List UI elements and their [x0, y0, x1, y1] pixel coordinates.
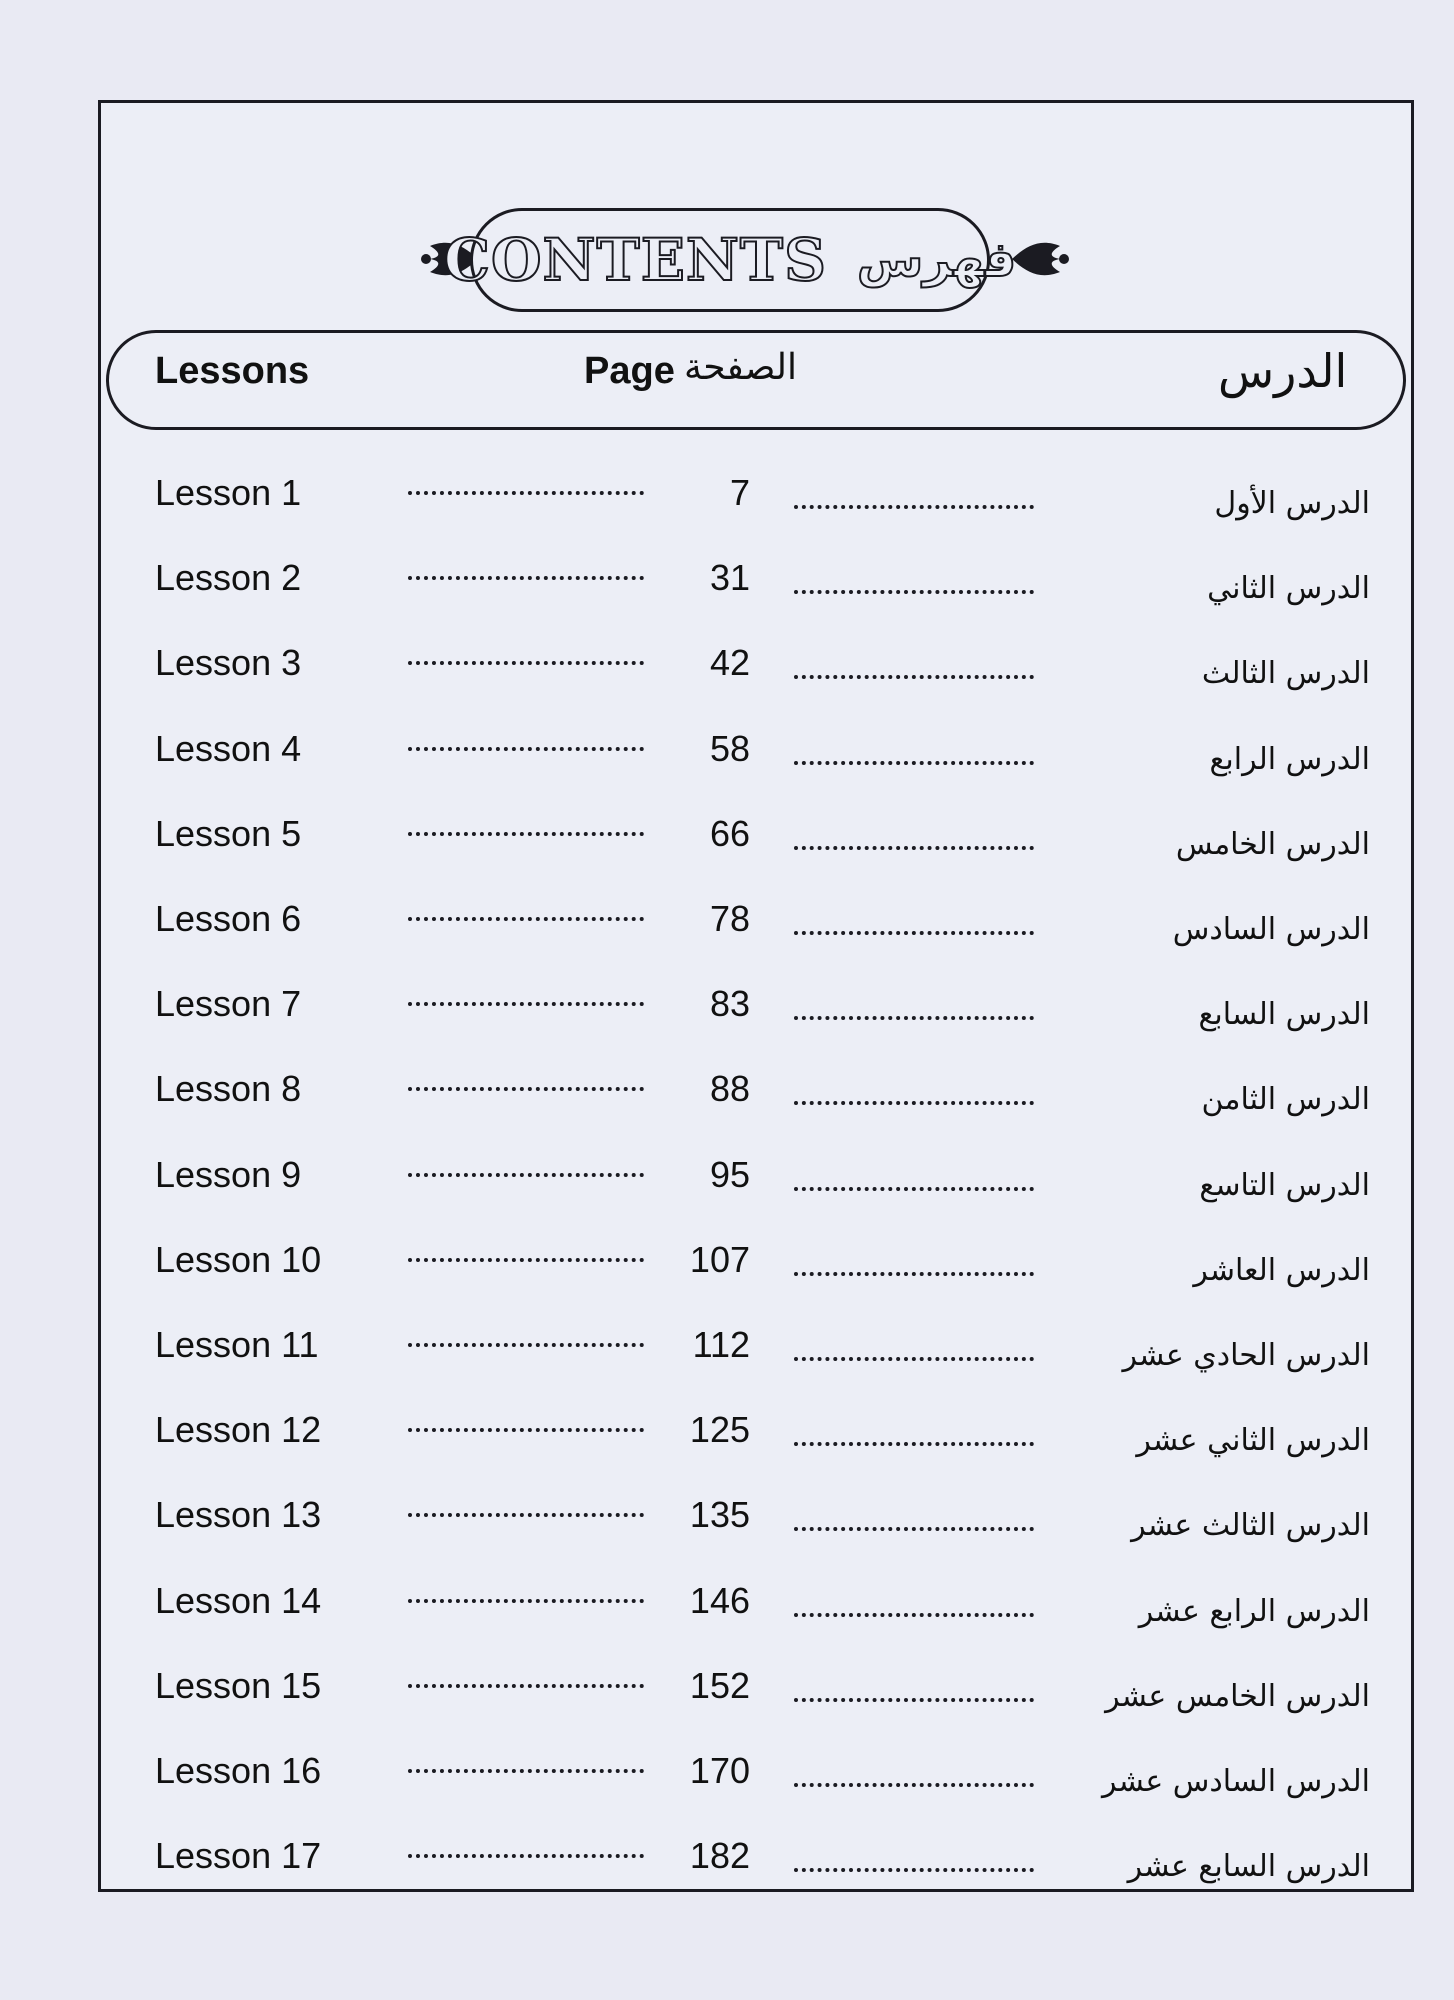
dot-leader: [408, 1599, 644, 1603]
dot-leader: [794, 1187, 1034, 1191]
dot-leader: [794, 505, 1034, 509]
dot-leader: [794, 1613, 1034, 1617]
contents-title-banner: [443, 208, 1017, 312]
dot-leader: [408, 832, 644, 836]
dot-leader: [408, 1343, 644, 1347]
dot-leader: [408, 576, 644, 580]
dot-leader: [794, 1527, 1034, 1531]
page-number: 95: [709, 1153, 750, 1195]
dot-leader: [794, 931, 1034, 935]
dot-leader: [794, 1442, 1034, 1446]
dot-leader: [408, 491, 644, 495]
dot-leader: [408, 1684, 644, 1688]
dot-leader: [794, 1016, 1034, 1020]
lesson-english-label: Lesson 4: [155, 727, 302, 769]
dot-leader: [408, 1769, 644, 1773]
lesson-english-label: Lesson 1: [155, 472, 302, 513]
lesson-english-label: Lesson 2: [155, 557, 302, 599]
page-number: 42: [709, 642, 750, 684]
lesson-arabic-label: الدرس الرابع: [1209, 741, 1370, 777]
dot-leader: [408, 1002, 644, 1006]
lesson-english-label: Lesson 6: [155, 898, 302, 939]
lesson-arabic-label: الدرس العاشر: [1193, 1252, 1370, 1288]
dot-leader: [408, 1854, 644, 1858]
dot-leader: [794, 1357, 1034, 1361]
lesson-english-label: Lesson 7: [155, 983, 302, 1025]
lesson-arabic-label: الدرس الرابع عشر: [1138, 1593, 1370, 1629]
lesson-arabic-label: الدرس السابع: [1198, 997, 1370, 1033]
dot-leader: [408, 917, 644, 921]
page-number: 66: [709, 812, 750, 854]
lesson-english-label: Lesson 3: [155, 642, 302, 684]
lesson-arabic-label: الدرس الأول: [1214, 486, 1370, 521]
contents-row: [0, 1664, 1454, 1748]
lesson-english-label: Lesson 13: [155, 1494, 322, 1536]
dot-leader: [408, 747, 644, 751]
lesson-arabic-label: الدرس الخامس عشر: [1105, 1678, 1370, 1714]
contents-row: [0, 1494, 1454, 1577]
contents-row: [0, 557, 1454, 640]
dot-leader: [408, 1513, 644, 1517]
contents-row: [0, 1409, 1454, 1492]
lesson-arabic-label: الدرس الحادي عشر: [1122, 1338, 1370, 1373]
lesson-arabic-label: الدرس السابع عشر: [1127, 1849, 1370, 1885]
dot-leader: [794, 1101, 1034, 1105]
contents-row: [0, 1835, 1454, 1918]
contents-row: [0, 1238, 1454, 1322]
contents-row: [0, 983, 1454, 1066]
lesson-english-label: Lesson 17: [155, 1835, 322, 1877]
lesson-english-label: Lesson 10: [155, 1238, 322, 1280]
page-number: 125: [689, 1409, 750, 1451]
contents-row: [0, 642, 1454, 725]
lesson-arabic-label: الدرس الثاني عشر: [1136, 1423, 1370, 1459]
contents-row: [0, 1324, 1454, 1407]
page-number: 31: [709, 557, 750, 599]
page-number: 112: [692, 1324, 750, 1365]
page-number: 7: [729, 472, 750, 513]
dot-leader: [408, 1428, 644, 1432]
title-english: CONTENTS: [443, 226, 827, 294]
page-number: 152: [689, 1664, 750, 1706]
dot-leader: [794, 1783, 1034, 1787]
dot-leader: [794, 1868, 1034, 1872]
lesson-arabic-label: الدرس الخامس: [1175, 826, 1370, 862]
contents-row: [0, 898, 1454, 981]
header-lesson-arabic: الدرس: [1218, 344, 1348, 398]
page-number: 88: [709, 1068, 750, 1110]
title-arabic: فهرس: [856, 232, 1017, 288]
lesson-english-label: Lesson 14: [155, 1579, 322, 1621]
page-number: 107: [689, 1238, 750, 1280]
page-number: 58: [709, 727, 750, 769]
dot-leader: [408, 1258, 644, 1262]
dot-leader: [794, 1698, 1034, 1702]
header-page-arabic: الصفحة: [684, 347, 797, 388]
contents-row: [0, 1153, 1454, 1237]
header-page: Page: [584, 350, 675, 392]
lesson-english-label: Lesson 15: [155, 1664, 322, 1706]
lesson-arabic-label: الدرس السادس: [1172, 912, 1370, 947]
page-number: 146: [689, 1579, 750, 1621]
lesson-english-label: Lesson 12: [155, 1409, 322, 1451]
lesson-arabic-label: الدرس الثالث: [1201, 656, 1370, 692]
lesson-arabic-label: الدرس الثالث عشر: [1131, 1508, 1370, 1544]
lesson-arabic-label: الدرس الثامن: [1201, 1082, 1370, 1118]
contents-row: [0, 1750, 1454, 1833]
contents-row: [0, 727, 1454, 811]
dot-leader: [794, 675, 1034, 679]
page-number: 83: [709, 983, 750, 1025]
page-number: 78: [709, 898, 750, 939]
lesson-arabic-label: الدرس السادس عشر: [1102, 1764, 1370, 1799]
dot-leader: [794, 590, 1034, 594]
contents-row: [0, 1068, 1454, 1151]
lesson-english-label: Lesson 5: [155, 812, 302, 854]
lesson-english-label: Lesson 11: [155, 1324, 319, 1365]
dot-leader: [408, 661, 644, 665]
header-lessons: Lessons: [155, 350, 310, 392]
right-ornament-icon: [1010, 224, 1070, 294]
page-number: 135: [689, 1494, 750, 1536]
lesson-english-label: Lesson 9: [155, 1153, 302, 1195]
contents-row: [0, 1579, 1454, 1663]
dot-leader: [794, 846, 1034, 850]
dot-leader: [794, 1272, 1034, 1276]
page-number: 182: [689, 1835, 750, 1877]
lesson-english-label: Lesson 8: [155, 1068, 302, 1110]
dot-leader: [408, 1173, 644, 1177]
lesson-english-label: Lesson 16: [155, 1750, 322, 1791]
contents-row: [0, 472, 1454, 555]
lesson-arabic-label: الدرس التاسع: [1199, 1167, 1370, 1203]
lesson-arabic-label: الدرس الثاني: [1207, 571, 1370, 607]
page-number: 170: [689, 1750, 750, 1791]
dot-leader: [794, 761, 1034, 765]
contents-row: [0, 812, 1454, 896]
dot-leader: [408, 1087, 644, 1091]
